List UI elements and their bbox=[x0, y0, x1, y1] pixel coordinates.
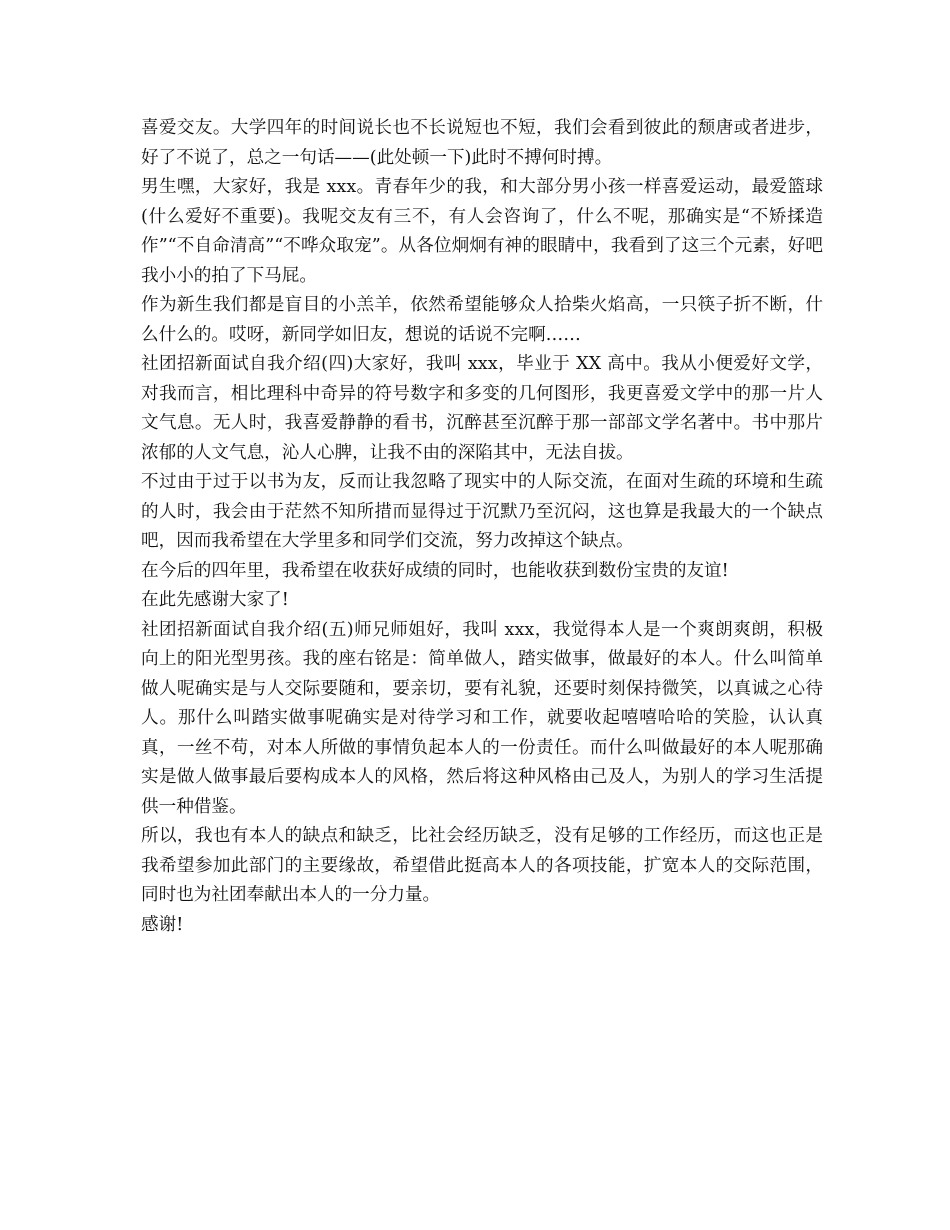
paragraph-5: 不过由于过于以书为友，反而让我忽略了现实中的人际交流，在面对生疏的环境和生疏的人时，我会由于茫然不知所措而显得过于沉默乃至沉闷，这也算是我最大的一个缺点吧，因而我希望在大学里多和同学们交流，努力改掉这个缺点。 bbox=[141, 472, 823, 551]
paragraph-1: 喜爱交友。大学四年的时间说长也不长说短也不短，我们会看到彼此的颓唐或者进步，好了不说了，总之一句话——(此处顿一下)此时不搏何时搏。 bbox=[141, 118, 823, 168]
paragraph-4: 社团招新面试自我介绍(四)大家好，我叫 xxx，毕业于 XX 高中。我从小便爱好文学，对我而言，相比理科中奇异的符号数字和多变的几何图形，我更喜爱文学中的那一片人文气息。无人时，我喜爱静静的看书，沉醉甚至沉醉于那一部部文学名著中。书中那片浓郁的人文气息，沁人心脾，让我不由的深陷其中，无法自拔。 bbox=[141, 354, 823, 463]
paragraph-2: 男生嘿，大家好，我是 xxx。青春年少的我，和大部分男小孩一样喜爱运动，最爱篮球(什么爱好不重要)。我呢交友有三不，有人会咨询了，什么不呢，那确实是“不矫揉造作”“不自命清高”“不哗众取宠”。从各位炯炯有神的眼睛中，我看到了这三个元素，好吧我小小的拍了下马屁。 bbox=[141, 177, 823, 286]
paragraph-3: 作为新生我们都是盲目的小羔羊，依然希望能够众人拾柴火焰高，一只筷子折不断，什么什么的。哎呀，新同学如旧友，想说的话说不完啊…… bbox=[141, 295, 823, 345]
paragraph-10: 感谢! bbox=[141, 914, 184, 935]
paragraph-9: 所以，我也有本人的缺点和缺乏，比社会经历缺乏，没有足够的工作经历，而这也正是我希望参加此部门的主要缘故，希望借此挺高本人的各项技能，扩宽本人的交际范围，同时也为社团奉献出本人的一分力量。 bbox=[141, 826, 823, 905]
document-body bbox=[141, 114, 823, 940]
paragraph-8: 社团招新面试自我介绍(五)师兄师姐好，我叫 xxx，我觉得本人是一个爽朗爽朗，积极向上的阳光型男孩。我的座右铭是：简单做人，踏实做事，做最好的本人。什么叫简单做人呢确实是与人交际要随和，要亲切，要有礼貌，还要时刻保持微笑，以真诚之心待人。那什么叫踏实做事呢确实是对待学习和工作，就要收起嘻嘻哈哈的笑脸，认认真真，一丝不苟，对本人所做的事情负起本人的一份责任。而什么叫做最好的本人呢那确实是做人做事最后要构成本人的风格，然后将这种风格由己及人，为别人的学习生活提供一种借鉴。 bbox=[141, 619, 823, 817]
paragraph-6: 在今后的四年里，我希望在收获好成绩的同时，也能收获到数份宝贵的友谊! bbox=[141, 560, 729, 581]
paragraph-7: 在此先感谢大家了! bbox=[141, 590, 289, 610]
